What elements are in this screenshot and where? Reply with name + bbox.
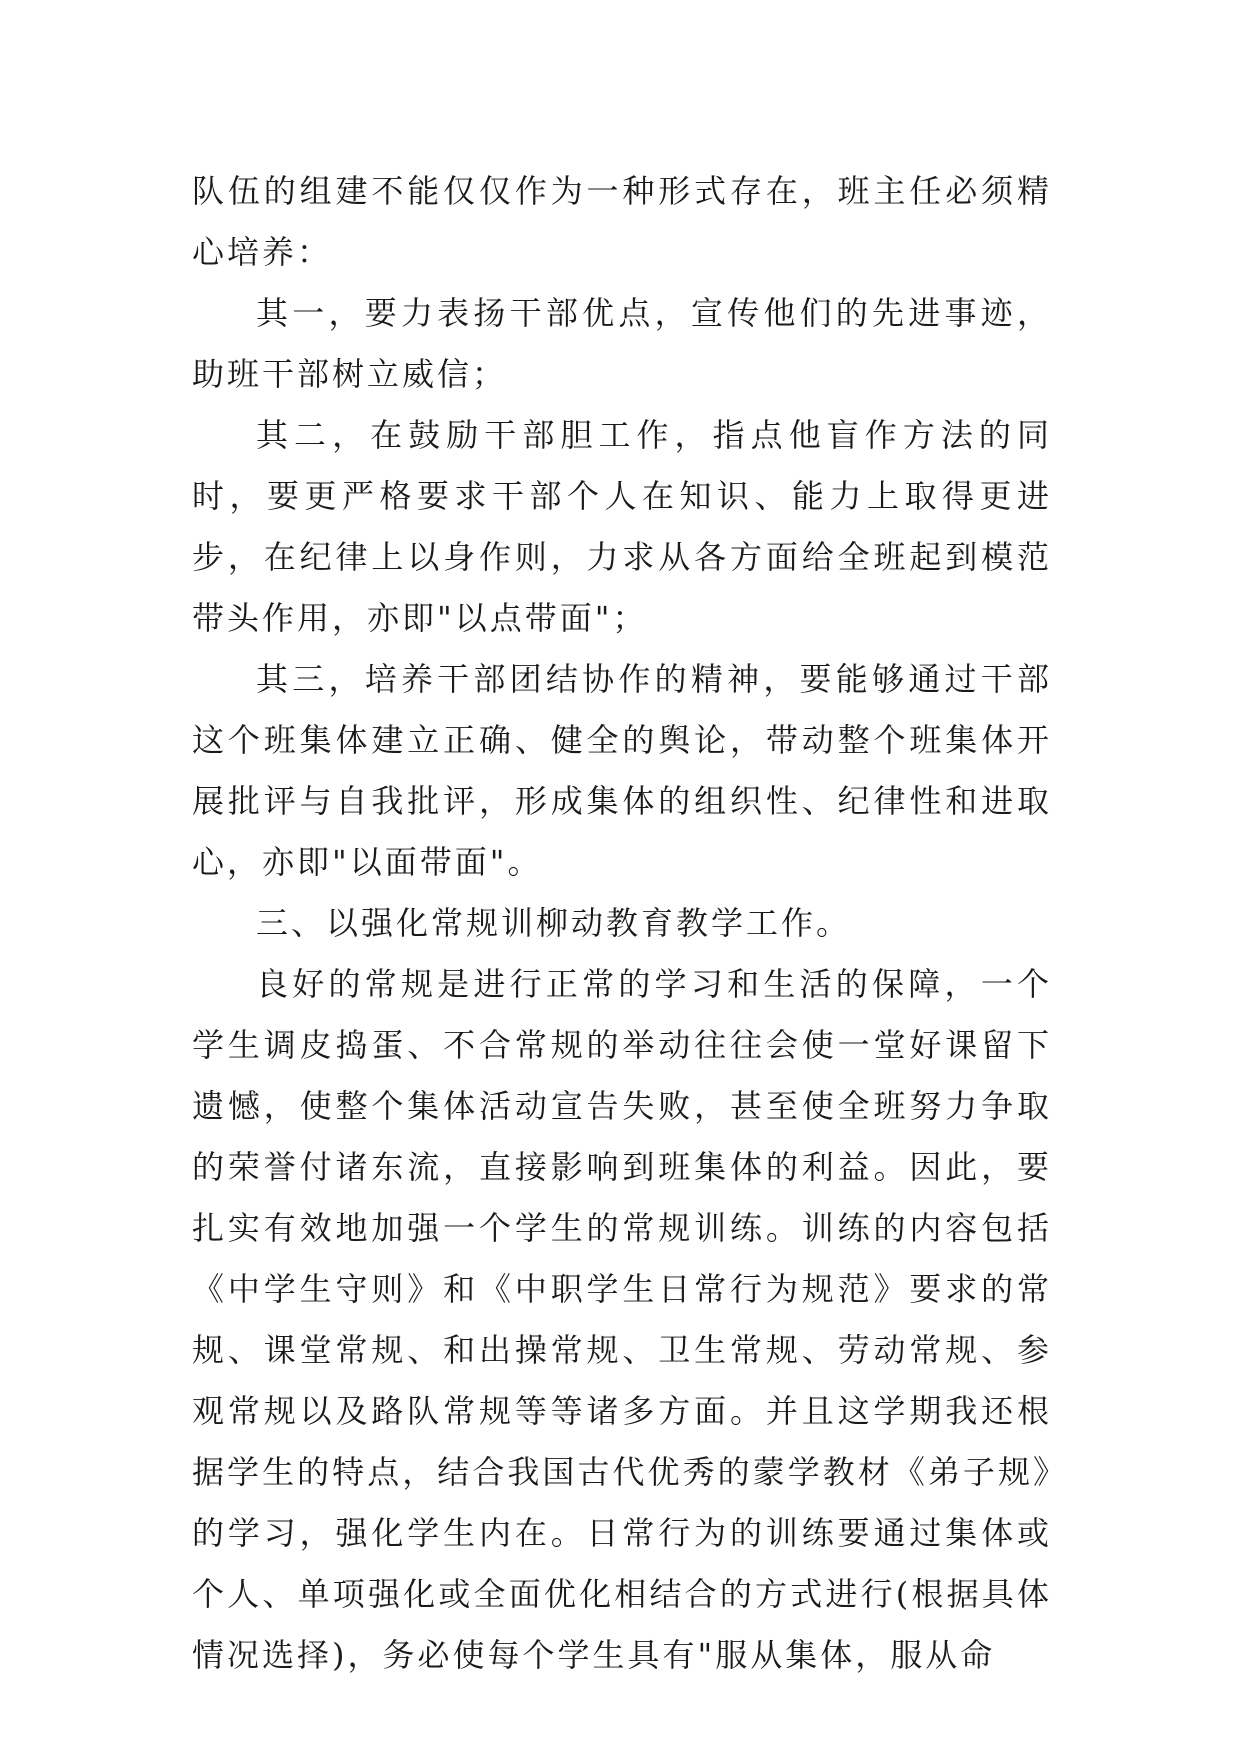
paragraph: 良好的常规是进行正常的学习和生活的保障，一个学生调皮捣蛋、不合常规的举动往往会使一堂好课留下遗憾，使整个集体活动宣告失败，甚至使全班努力争取的荣誉付诸东流，直接影响到班集体的利益。因此，要扎实有效地加强一个学生的常规训练。训练的内容包括《中学生守则》和《中职学生日常行为规范》要求的常规、课堂常规、和出操常规、卫生常规、劳动常规、参观常规以及路队常规等等诸多方面。并且这学期我还根据学生的特点，结合我国古代优秀的蒙学教材《弟子规》的学习，强化学生内在。日常行为的训练要通过集体或个人、单项强化或全面优化相结合的方式进行(根据具体情况选择)，务必使每个学生具有"服从集体，服从命 (192, 965, 1052, 1674)
paragraph: 其一，要力表扬干部优点，宣传他们的先进事迹，助班干部树立威信； (192, 294, 1052, 393)
paragraph: 其三，培养干部团结协作的精神，要能够通过干部这个班集体建立正确、健全的舆论，带动整个班集体开展批评与自我批评，形成集体的组织性、纪律性和进取心，亦即"以面带面"。 (192, 660, 1052, 881)
paragraph: 其二，在鼓励干部胆工作，指点他盲作方法的同时，要更严格要求干部个人在知识、能力上取得更进步，在纪律上以身作则，力求从各方面给全班起到模范带头作用，亦即"以点带面"； (192, 416, 1052, 637)
section-heading: 三、以强化常规训柳动教育教学工作。 (256, 904, 852, 942)
document-body (192, 161, 1052, 1686)
paragraph: 队伍的组建不能仅仅作为一种形式存在，班主任必须精心培养： (192, 172, 1052, 271)
